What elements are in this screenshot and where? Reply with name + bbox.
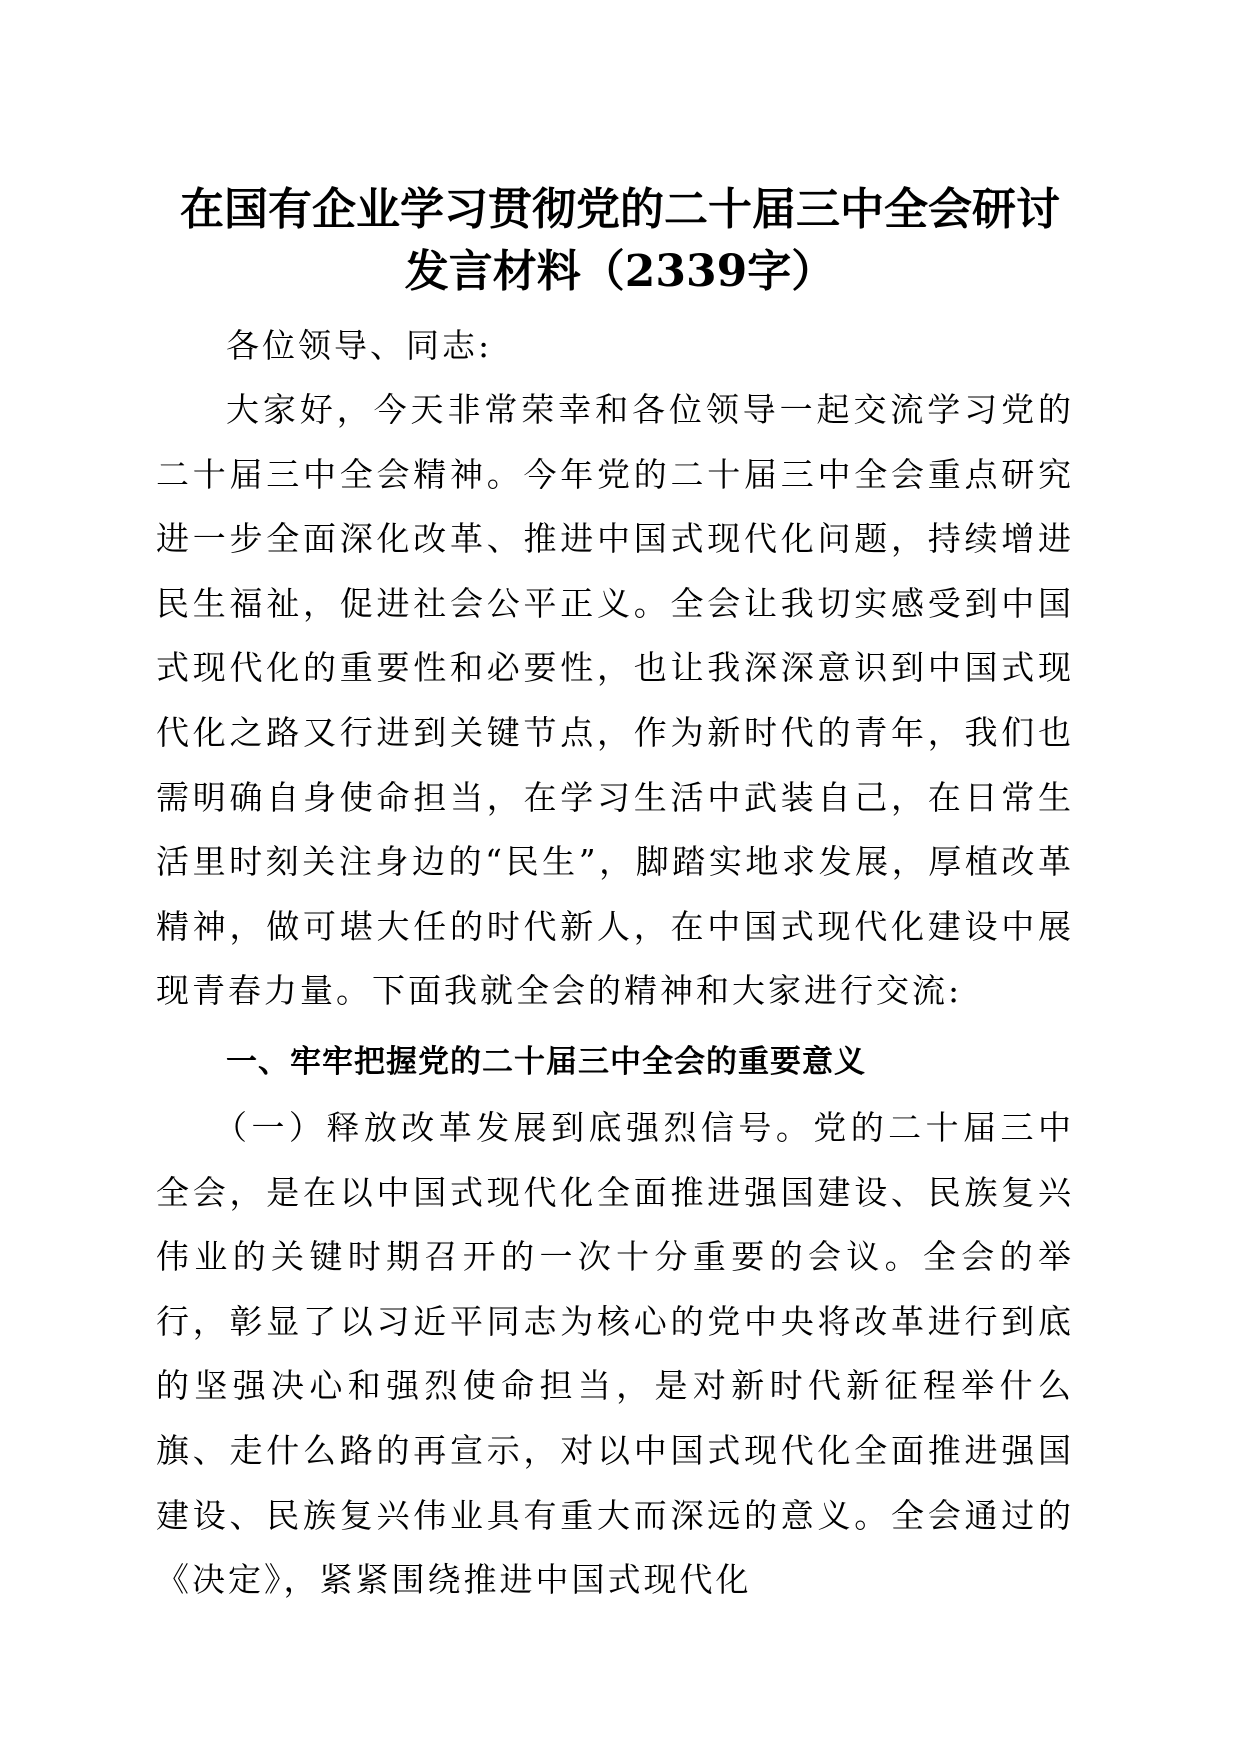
document-title-line-1: 在国有企业学习贯彻党的二十届三中全会研讨: [180, 184, 1060, 235]
paragraph-section-1-1: [156, 1096, 1074, 1613]
paragraph-intro: 大家好，今天非常荣幸和各位领导一起交流学习党的二十届三中全会精神。今年党的二十届三中全会重点研究进一步全面深化改革、推进中国式现代化问题，持续增进民生福祉，促进社会公平正义。全会让我切实感受到中国式现代化的重要性和必要性，也让我深深意识到中国式现代化之路又行进到关键节点，作为新时代的青年，我们也需明确自身使命担当，在学习生活中武装自己，在日常生活里时刻关注身边的“民生”，脚踏实地求发展，厚植改革精神，做可堪大任的时代新人，在中国式现代化建设中展现青春力量。下面我就全会的精神和大家进行交流:: [156, 390, 1074, 1011]
paragraph-section-1-1-text: （一）释放改革发展到底强烈信号。党的二十届三中全会，是在以中国式现代化全面推进强国建设、民族复兴伟业的关键时期召开的一次十分重要的会议。全会的举行，彰显了以习近平同志为核心的党中央将改革进行到底的坚强决心和强烈使命担当，是对新时代新征程举什么旗、走什么路的再宣示，对以中国式现代化全面推进强国建设、民族复兴伟业具有重大而深远的意义。全会通过的《决定》，紧紧围绕推进中国式现代化: [156, 1108, 1074, 1600]
salutation: 各位领导、同志:: [226, 326, 493, 365]
section-heading-1: 一、牢牢把握党的二十届三中全会的重要意义: [226, 1044, 866, 1080]
document-title-line-2: 发言材料（2339字）: [404, 246, 836, 297]
